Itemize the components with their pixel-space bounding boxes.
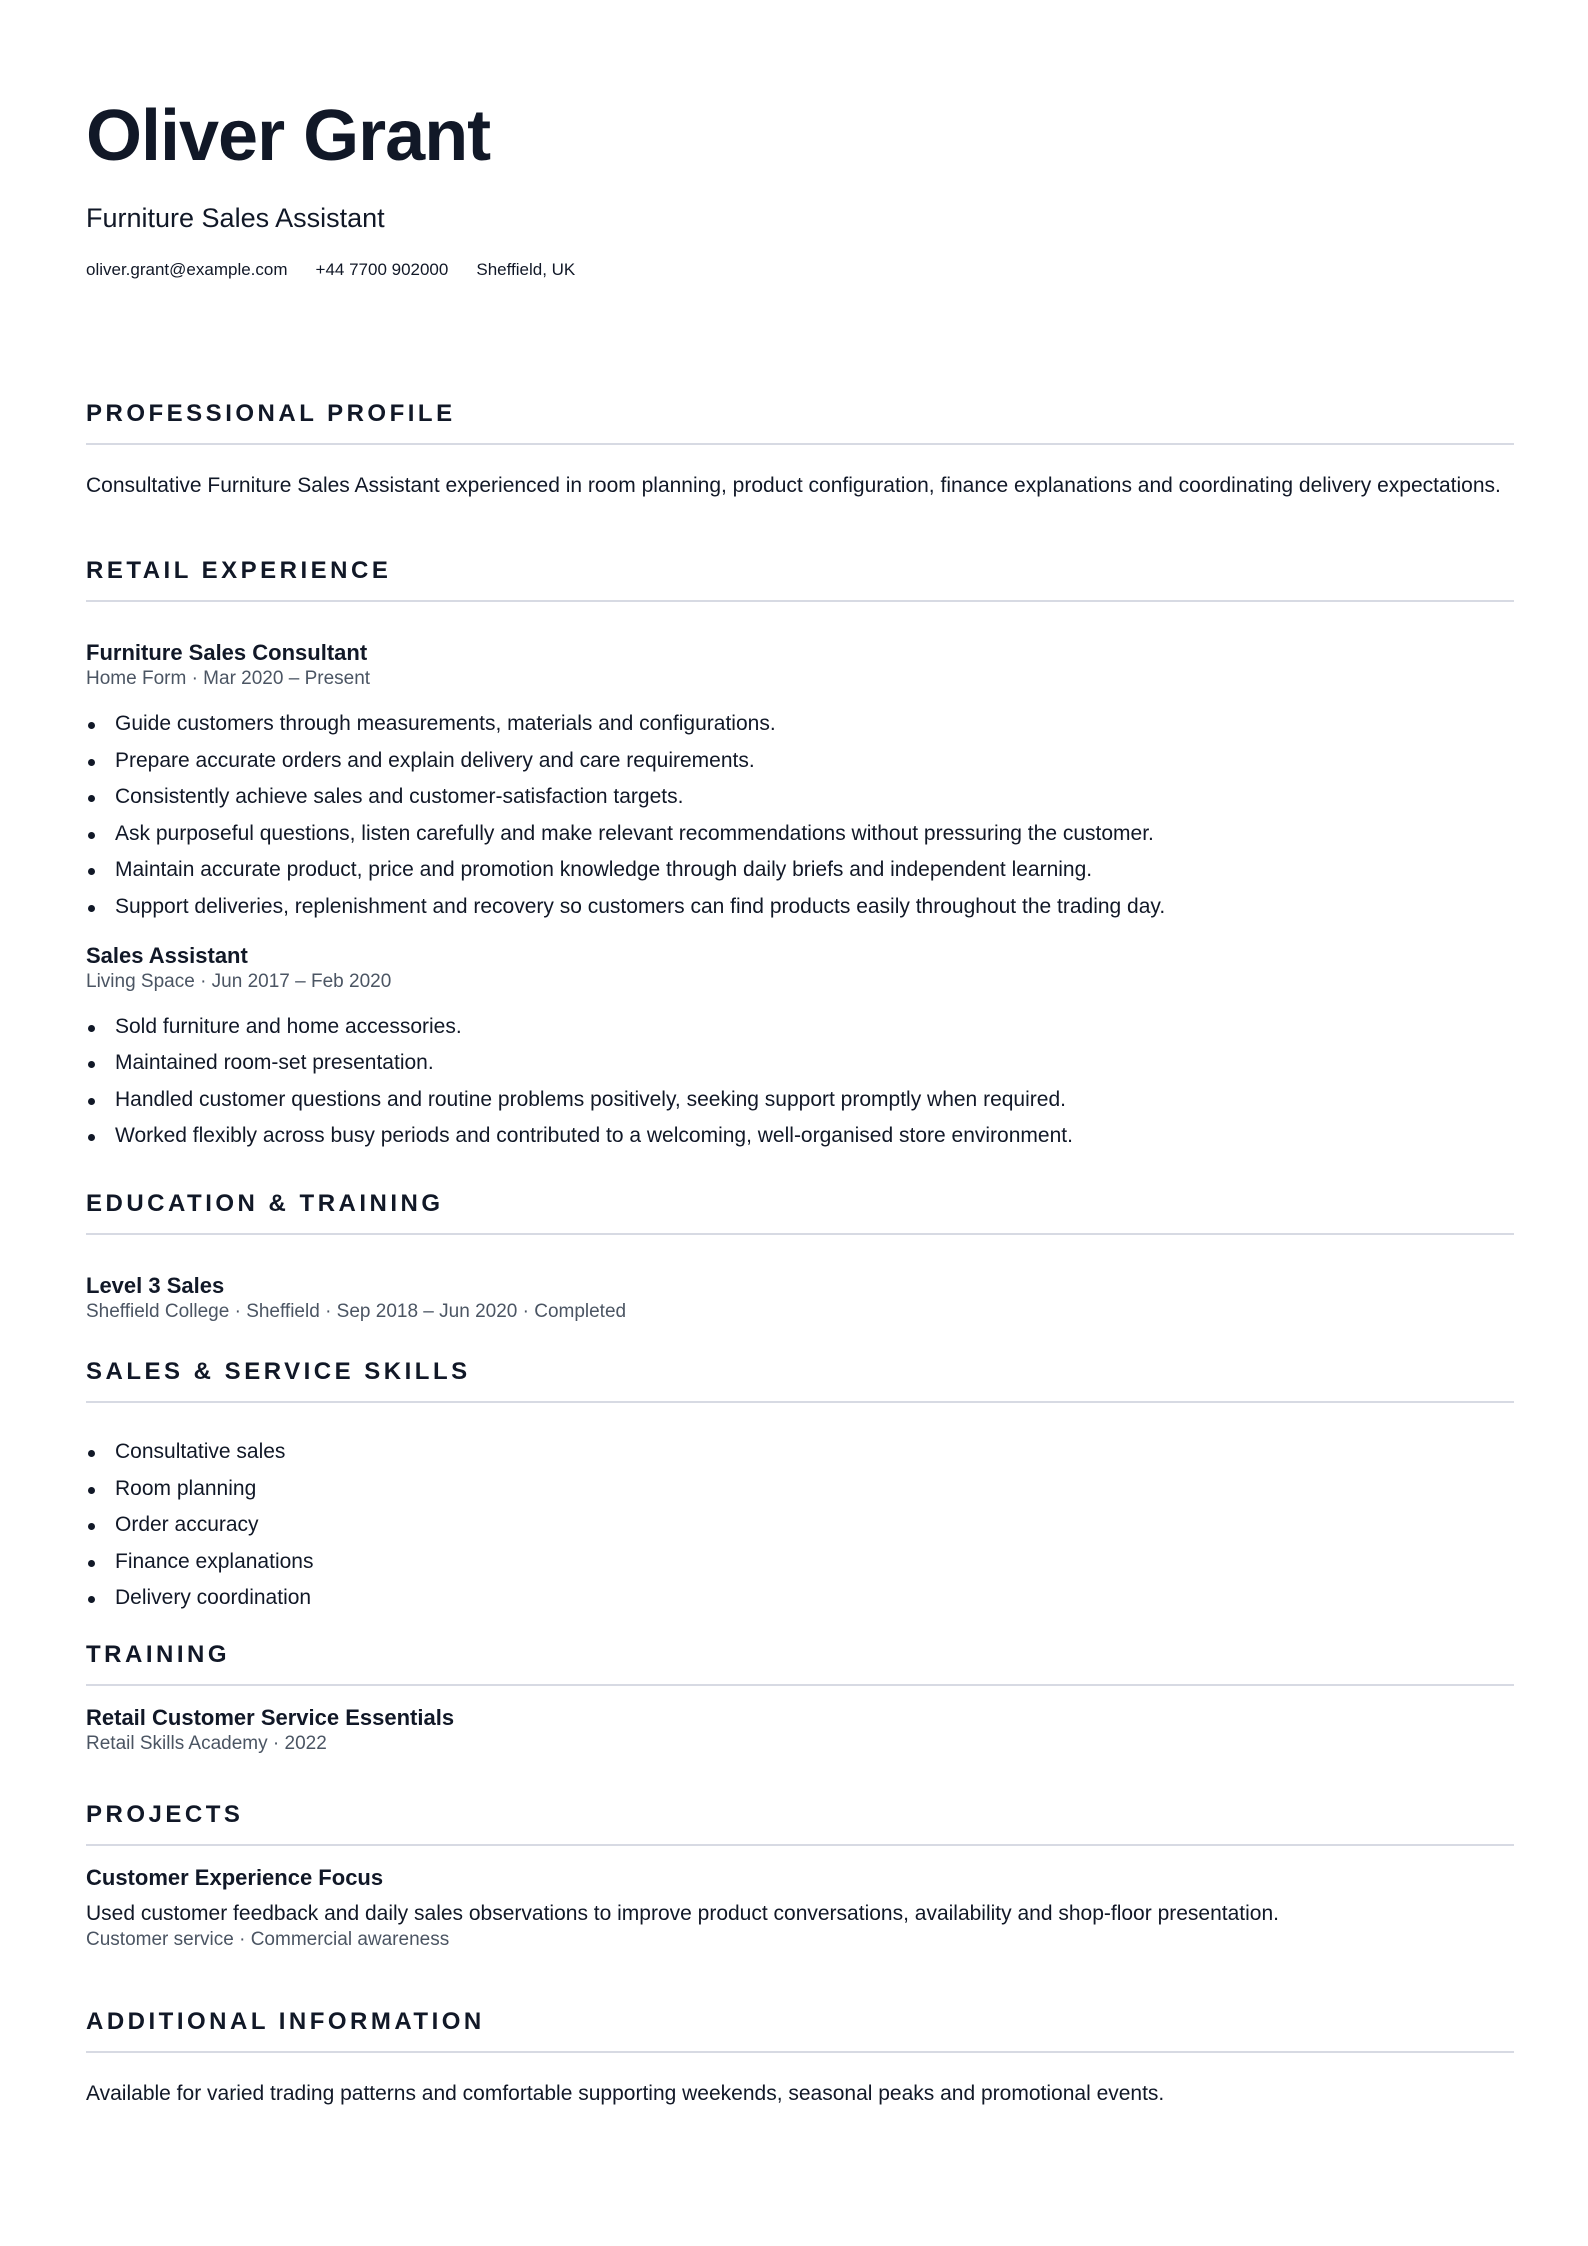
list-item: Support deliveries, replenishment and recovery so customers can find products easily throughout the trading day.: [86, 894, 1514, 931]
skills-list: [86, 1439, 1514, 1622]
contact-line: [86, 258, 1506, 282]
section-title: TRAINING: [86, 1640, 1514, 1686]
job-bullets: [86, 1014, 1514, 1160]
project-description: Used customer feedback and daily sales observations to improve product conversations, availability and shop-floor presentation.: [86, 1902, 1279, 1925]
job-bullets: [86, 711, 1514, 931]
list-item: Maintain accurate product, price and promotion knowledge through daily briefs and independent learning.: [86, 857, 1514, 894]
section-profile: [86, 399, 1514, 500]
project-entry: [86, 1864, 1514, 1952]
profile-text: Consultative Furniture Sales Assistant experienced in room planning, product configuration, finance explanations and coordinating delivery expectations.: [86, 474, 1501, 497]
section-title: RETAIL EXPERIENCE: [86, 556, 1514, 602]
section-experience: [86, 556, 1514, 1160]
list-item: Handled customer questions and routine problems positively, seeking support promptly when required.: [86, 1087, 1514, 1124]
list-item: Room planning: [86, 1476, 1514, 1513]
list-item: Order accuracy: [86, 1512, 1514, 1549]
job-title: Sales Assistant: [86, 942, 248, 968]
list-item: Worked flexibly across busy periods and contributed to a welcoming, well-organised store environment.: [86, 1123, 1514, 1160]
list-item: Maintained room-set presentation.: [86, 1050, 1514, 1087]
list-item: Guide customers through measurements, materials and configurations.: [86, 711, 1514, 748]
training-title: Retail Customer Service Essentials: [86, 1705, 455, 1730]
training-entry: [86, 1704, 1514, 1756]
list-item: Finance explanations: [86, 1549, 1514, 1586]
training-meta: Retail Skills Academy · 2022: [86, 1733, 327, 1754]
list-item: Prepare accurate orders and explain delivery and care requirements.: [86, 748, 1514, 785]
section-training: [86, 1640, 1514, 1756]
section-additional: [86, 2007, 1514, 2108]
experience-entry: [86, 942, 1514, 1160]
education-meta: Sheffield College · Sheffield · Sep 2018 – Jun 2020 · Completed: [86, 1301, 627, 1322]
candidate-name: Oliver Grant: [86, 96, 491, 176]
list-item: Ask purposeful questions, listen carefully and make relevant recommendations without pressuring the customer.: [86, 821, 1514, 858]
section-skills: [86, 1357, 1514, 1622]
contact-location: Sheffield, UK: [476, 260, 576, 279]
contact-phone[interactable]: +44 7700 902000: [315, 260, 449, 279]
project-tags: Customer service · Commercial awareness: [86, 1929, 450, 1950]
section-title: ADDITIONAL INFORMATION: [86, 2007, 1514, 2053]
section-title: PROFESSIONAL PROFILE: [86, 399, 1514, 445]
education-title: Level 3 Sales: [86, 1273, 225, 1298]
section-title: SALES & SERVICE SKILLS: [86, 1357, 1514, 1403]
job-title: Furniture Sales Consultant: [86, 640, 368, 665]
resume-header: [86, 96, 1506, 282]
section-projects: [86, 1800, 1514, 1952]
additional-text: Available for varied trading patterns and comfortable supporting weekends, seasonal peaks and promotional events.: [86, 2082, 1165, 2105]
experience-entry: [86, 639, 1514, 931]
job-meta: Home Form · Mar 2020 – Present: [86, 668, 371, 689]
section-title: PROJECTS: [86, 1800, 1514, 1846]
section-title: EDUCATION & TRAINING: [86, 1189, 1514, 1235]
contact-email[interactable]: oliver.grant@example.com: [86, 260, 288, 279]
list-item: Sold furniture and home accessories.: [86, 1014, 1514, 1051]
list-item: Delivery coordination: [86, 1585, 1514, 1622]
project-title: Customer Experience Focus: [86, 1865, 384, 1890]
list-item: Consistently achieve sales and customer-satisfaction targets.: [86, 784, 1514, 821]
education-entry: [86, 1272, 1514, 1324]
job-meta: Living Space · Jun 2017 – Feb 2020: [86, 970, 392, 992]
section-education: [86, 1189, 1514, 1324]
candidate-headline: Furniture Sales Assistant: [86, 203, 385, 233]
list-item: Consultative sales: [86, 1439, 1514, 1476]
